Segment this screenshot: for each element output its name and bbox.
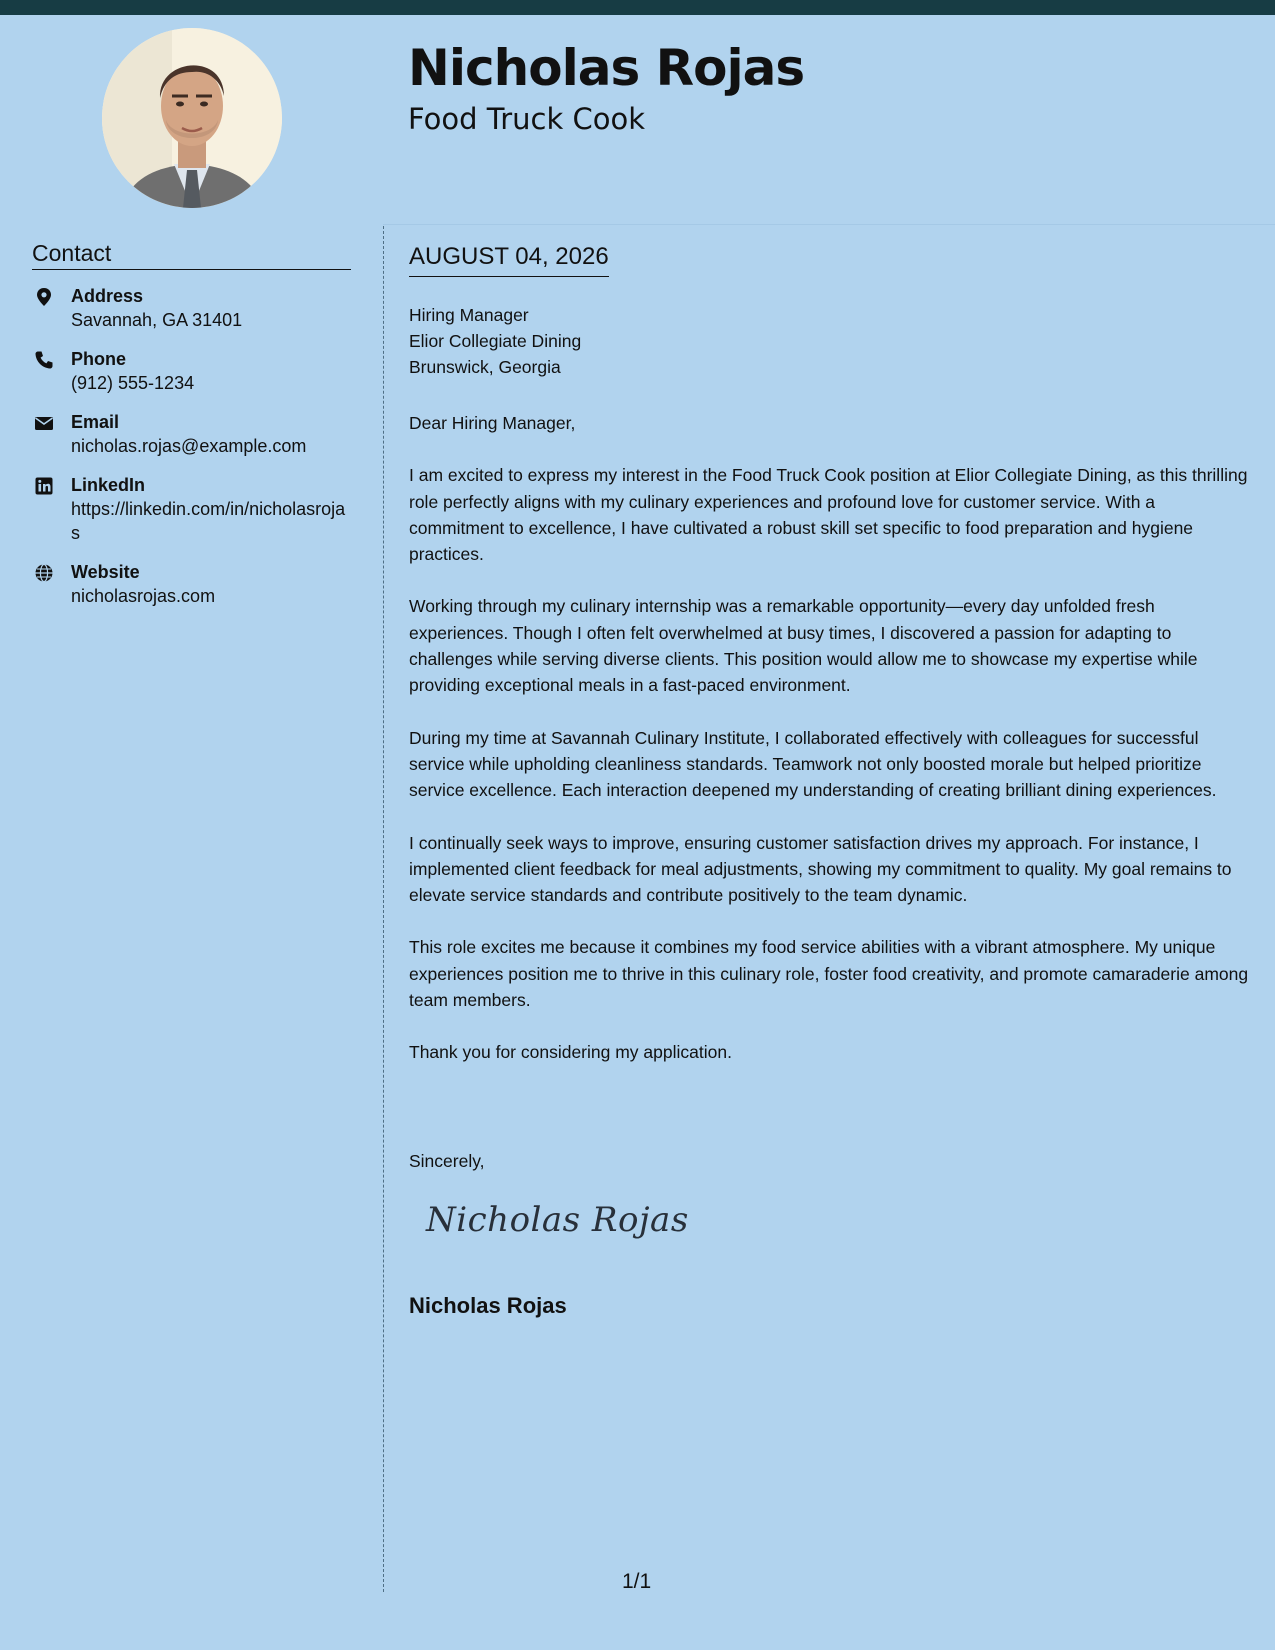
envelope-icon (34, 413, 54, 433)
contact-item-linkedin (32, 473, 362, 545)
contact-heading: Contact (32, 240, 351, 270)
contact-label: LinkedIn (71, 475, 146, 495)
letter-date: AUGUST 04, 2026 (409, 242, 609, 277)
body-paragraph: This role excites me because it combines my food service abilities with a vibrant atmosphere. My unique experiences position me to thrive in this culinary role, foster food creativity, and promote camaraderie among team members. (409, 937, 1249, 1011)
website-value[interactable]: nicholasrojas.com (71, 586, 216, 606)
profile-photo (102, 28, 282, 208)
linkedin-value[interactable]: https://linkedin.com/in/nicholasrojas (71, 499, 346, 543)
contact-list (32, 284, 362, 623)
phone-value: (912) 555-1234 (71, 373, 195, 393)
top-accent-bar (0, 0, 1275, 15)
body-paragraph: Working through my culinary internship was a remarkable opportunity—every day unfolded fresh experiences. Though I often felt overwhelmed at busy times, I discovered a passion for adapting to challenges while serving diverse clients. This position would allow me to showcase my expertise while providing exceptional meals in a fast-paced environment. (409, 596, 1198, 696)
salutation: Dear Hiring Manager, (409, 413, 576, 433)
signature: Nicholas Rojas (426, 1200, 689, 1240)
closing: Sincerely, (409, 1151, 485, 1171)
recipient-line: Hiring Manager (409, 305, 529, 325)
applicant-name: Nicholas Rojas (408, 39, 805, 97)
body-paragraph: Thank you for considering my application. (409, 1042, 732, 1063)
contact-label: Email (71, 412, 120, 432)
column-divider (383, 226, 384, 1592)
address-value: Savannah, GA 31401 (71, 310, 243, 330)
contact-label: Address (71, 286, 144, 306)
contact-item-website (32, 560, 362, 608)
contact-item-email (32, 410, 362, 458)
email-value[interactable]: nicholas.rojas@example.com (71, 436, 307, 456)
recipient-line: Brunswick, Georgia (409, 357, 561, 377)
page-number: 1/1 (622, 1570, 652, 1593)
job-title: Food Truck Cook (408, 102, 645, 136)
linkedin-icon (34, 476, 54, 496)
map-pin-icon (34, 287, 54, 307)
contact-item-phone (32, 347, 362, 395)
recipient-block (409, 302, 581, 380)
recipient-line: Elior Collegiate Dining (409, 331, 582, 351)
header-divider (383, 224, 1275, 225)
signed-name: Nicholas Rojas (409, 1293, 567, 1318)
phone-icon (34, 350, 54, 370)
contact-label: Phone (71, 349, 127, 369)
body-paragraph: I am excited to express my interest in the Food Truck Cook position at Elior Collegiate Dining, as this thrilling role perfectly aligns with my culinary experiences and profound love for customer service. With a commitment to excellence, I have cultivated a robust skill set specific to food preparation and hygiene practices. (409, 465, 1248, 565)
body-paragraph: During my time at Savannah Culinary Institute, I collaborated effectively with colleagues for successful service while upholding cleanliness standards. Teamwork not only boosted morale but helped prioritize service excellence. Each interaction deepened my understanding of creating brilliant dining experiences. (409, 727, 1217, 801)
body-paragraph: I continually seek ways to improve, ensuring customer satisfaction drives my approach. For instance, I implemented client feedback for meal adjustments, showing my commitment to quality. My goal remains to elevate service standards and contribute positively to the team dynamic. (409, 832, 1232, 906)
globe-icon (34, 563, 54, 583)
contact-label: Website (71, 562, 140, 582)
letter-body (409, 410, 1252, 1092)
contact-item-address (32, 284, 362, 332)
